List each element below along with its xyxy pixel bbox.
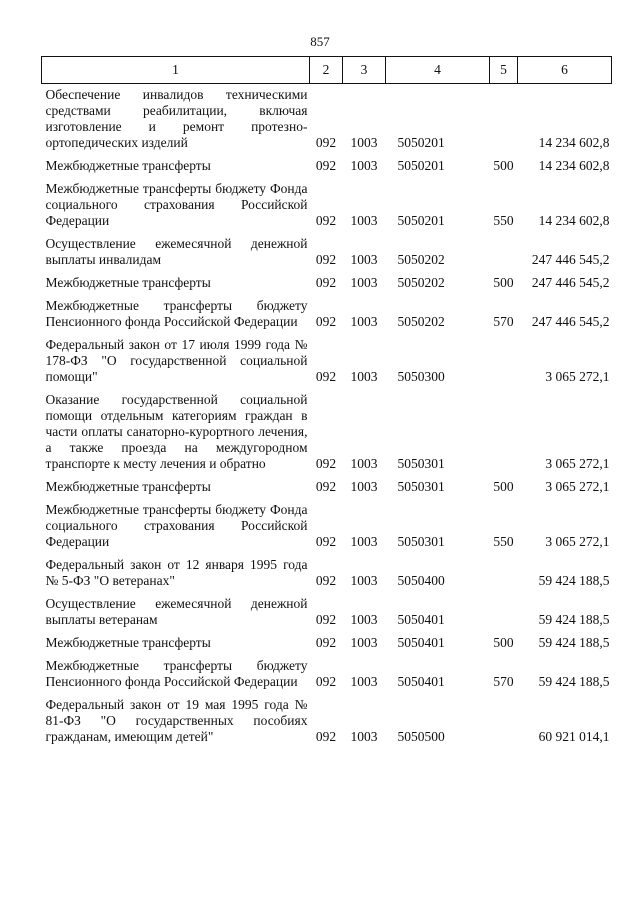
row-section-cell: 1003	[350, 213, 378, 228]
table-row	[42, 334, 612, 389]
column-header-target-code: 4	[386, 57, 490, 84]
row-expense-type-cell	[490, 84, 518, 156]
row-name-cell: Межбюджетные трансферты бюджету Пенсионного фонда Российской Федерации	[45, 298, 308, 329]
row-section-cell: 1003	[350, 314, 378, 329]
row-grbs-cell: 092	[315, 456, 337, 471]
row-target-code-cell: 5050202	[397, 275, 445, 290]
row-grbs-cell: 092	[315, 612, 337, 627]
row-section-cell: 1003	[350, 534, 378, 549]
row-section-cell: 1003	[350, 479, 378, 494]
row-name-cell: Межбюджетные трансферты	[45, 635, 211, 650]
row-target-code-cell: 5050201	[397, 213, 445, 228]
row-section-cell: 1003	[350, 158, 378, 173]
row-name-cell: Осуществление ежемесячной денежной выплаты инвалидам	[45, 236, 308, 267]
column-header-grbs: 2	[310, 57, 343, 84]
row-amount-cell: 59 424 188,5	[538, 573, 610, 588]
row-expense-type-cell: 500	[493, 479, 514, 494]
row-amount-cell: 3 065 272,1	[545, 479, 610, 494]
row-grbs-cell: 092	[315, 534, 337, 549]
table-row	[42, 593, 612, 632]
row-expense-type-cell: 500	[493, 158, 514, 173]
header-row	[42, 57, 612, 84]
row-amount-cell: 247 446 545,2	[531, 314, 610, 329]
row-amount-cell: 14 234 602,8	[538, 213, 610, 228]
table-row	[42, 295, 612, 334]
row-amount-cell: 14 234 602,8	[538, 158, 610, 173]
table-row	[42, 476, 612, 499]
row-grbs-cell: 092	[315, 369, 337, 384]
row-section-cell: 1003	[350, 729, 378, 744]
row-amount-cell: 247 446 545,2	[531, 252, 610, 267]
table-row	[42, 554, 612, 593]
row-expense-type-cell: 500	[493, 635, 514, 650]
row-grbs-cell: 092	[315, 275, 337, 290]
row-target-code-cell: 5050301	[397, 456, 445, 471]
row-expense-type-cell	[490, 694, 518, 749]
row-section-cell: 1003	[350, 275, 378, 290]
row-expense-type-cell: 550	[493, 534, 514, 549]
row-grbs-cell: 092	[315, 213, 337, 228]
row-amount-cell: 59 424 188,5	[538, 635, 610, 650]
row-amount-cell: 3 065 272,1	[545, 534, 610, 549]
row-amount-cell: 59 424 188,5	[538, 674, 610, 689]
row-expense-type-cell	[490, 233, 518, 272]
row-target-code-cell: 5050401	[397, 612, 445, 627]
row-name-cell: Межбюджетные трансферты	[45, 479, 211, 494]
row-section-cell: 1003	[350, 456, 378, 471]
row-target-code-cell: 5050301	[397, 534, 445, 549]
table-body	[42, 84, 612, 750]
row-section-cell: 1003	[350, 674, 378, 689]
row-target-code-cell: 5050401	[397, 635, 445, 650]
row-section-cell: 1003	[350, 573, 378, 588]
table-row	[42, 84, 612, 156]
table-header	[42, 57, 612, 84]
table-row	[42, 155, 612, 178]
row-amount-cell: 60 921 014,1	[538, 729, 610, 744]
budget-table	[41, 56, 612, 749]
row-target-code-cell: 5050202	[397, 252, 445, 267]
row-section-cell: 1003	[350, 135, 378, 150]
row-target-code-cell: 5050301	[397, 479, 445, 494]
row-name-cell: Федеральный закон от 17 июля 1999 года № 178-ФЗ "О государственной социальной помощи"	[45, 337, 308, 384]
row-section-cell: 1003	[350, 369, 378, 384]
row-grbs-cell: 092	[315, 158, 337, 173]
row-name-cell: Обеспечение инвалидов техническими средствами реабилитации, включая изготовление и ремонт протезно-ортопедических изделий	[45, 87, 308, 150]
row-name-cell: Федеральный закон от 19 мая 1995 года № 81-ФЗ "О государственных пособиях гражданам, имеющим детей"	[45, 697, 308, 744]
row-name-cell: Межбюджетные трансферты	[45, 158, 211, 173]
table-row	[42, 655, 612, 694]
row-expense-type-cell: 500	[493, 275, 514, 290]
row-amount-cell: 59 424 188,5	[538, 612, 610, 627]
table-row	[42, 499, 612, 554]
column-header-amount: 6	[518, 57, 612, 84]
row-expense-type-cell	[490, 334, 518, 389]
table-row	[42, 694, 612, 749]
row-section-cell: 1003	[350, 635, 378, 650]
row-name-cell: Федеральный закон от 12 января 1995 года № 5-ФЗ "О ветеранах"	[45, 557, 308, 588]
row-name-cell: Осуществление ежемесячной денежной выплаты ветеранам	[45, 596, 308, 627]
row-expense-type-cell: 570	[493, 314, 514, 329]
row-amount-cell: 247 446 545,2	[531, 275, 610, 290]
row-grbs-cell: 092	[315, 479, 337, 494]
row-target-code-cell: 5050500	[397, 729, 445, 744]
page-number: 857	[310, 34, 330, 49]
table-row	[42, 389, 612, 476]
row-target-code-cell: 5050201	[397, 135, 445, 150]
row-name-cell: Межбюджетные трансферты бюджету Фонда социального страхования Российской Федерации	[45, 181, 308, 228]
row-target-code-cell: 5050401	[397, 674, 445, 689]
column-header-section: 3	[343, 57, 386, 84]
table-row	[42, 178, 612, 233]
row-expense-type-cell	[490, 593, 518, 632]
row-section-cell: 1003	[350, 612, 378, 627]
row-target-code-cell: 5050201	[397, 158, 445, 173]
column-header-name: 1	[42, 57, 310, 84]
row-grbs-cell: 092	[315, 674, 337, 689]
table-row	[42, 632, 612, 655]
row-expense-type-cell	[490, 389, 518, 476]
row-name-cell: Межбюджетные трансферты бюджету Фонда социального страхования Российской Федерации	[45, 502, 308, 549]
table-row	[42, 233, 612, 272]
row-amount-cell: 3 065 272,1	[545, 456, 610, 471]
row-grbs-cell: 092	[315, 573, 337, 588]
row-section-cell: 1003	[350, 252, 378, 267]
column-header-expense-type: 5	[490, 57, 518, 84]
row-expense-type-cell: 550	[493, 213, 514, 228]
row-amount-cell: 3 065 272,1	[545, 369, 610, 384]
row-grbs-cell: 092	[315, 314, 337, 329]
row-target-code-cell: 5050202	[397, 314, 445, 329]
row-name-cell: Оказание государственной социальной помощи отдельным категориям граждан в части оплаты санаторно-курортного лечения, а также проезда на междугородном транспорте к месту лечения и обратно	[45, 392, 308, 471]
table-row	[42, 272, 612, 295]
row-grbs-cell: 092	[315, 135, 337, 150]
row-name-cell: Межбюджетные трансферты	[45, 275, 211, 290]
row-grbs-cell: 092	[315, 729, 337, 744]
row-expense-type-cell: 570	[493, 674, 514, 689]
row-expense-type-cell	[490, 554, 518, 593]
row-target-code-cell: 5050300	[397, 369, 445, 384]
row-grbs-cell: 092	[315, 635, 337, 650]
row-grbs-cell: 092	[315, 252, 337, 267]
row-target-code-cell: 5050400	[397, 573, 445, 588]
row-name-cell: Межбюджетные трансферты бюджету Пенсионного фонда Российской Федерации	[45, 658, 308, 689]
row-amount-cell: 14 234 602,8	[538, 135, 610, 150]
